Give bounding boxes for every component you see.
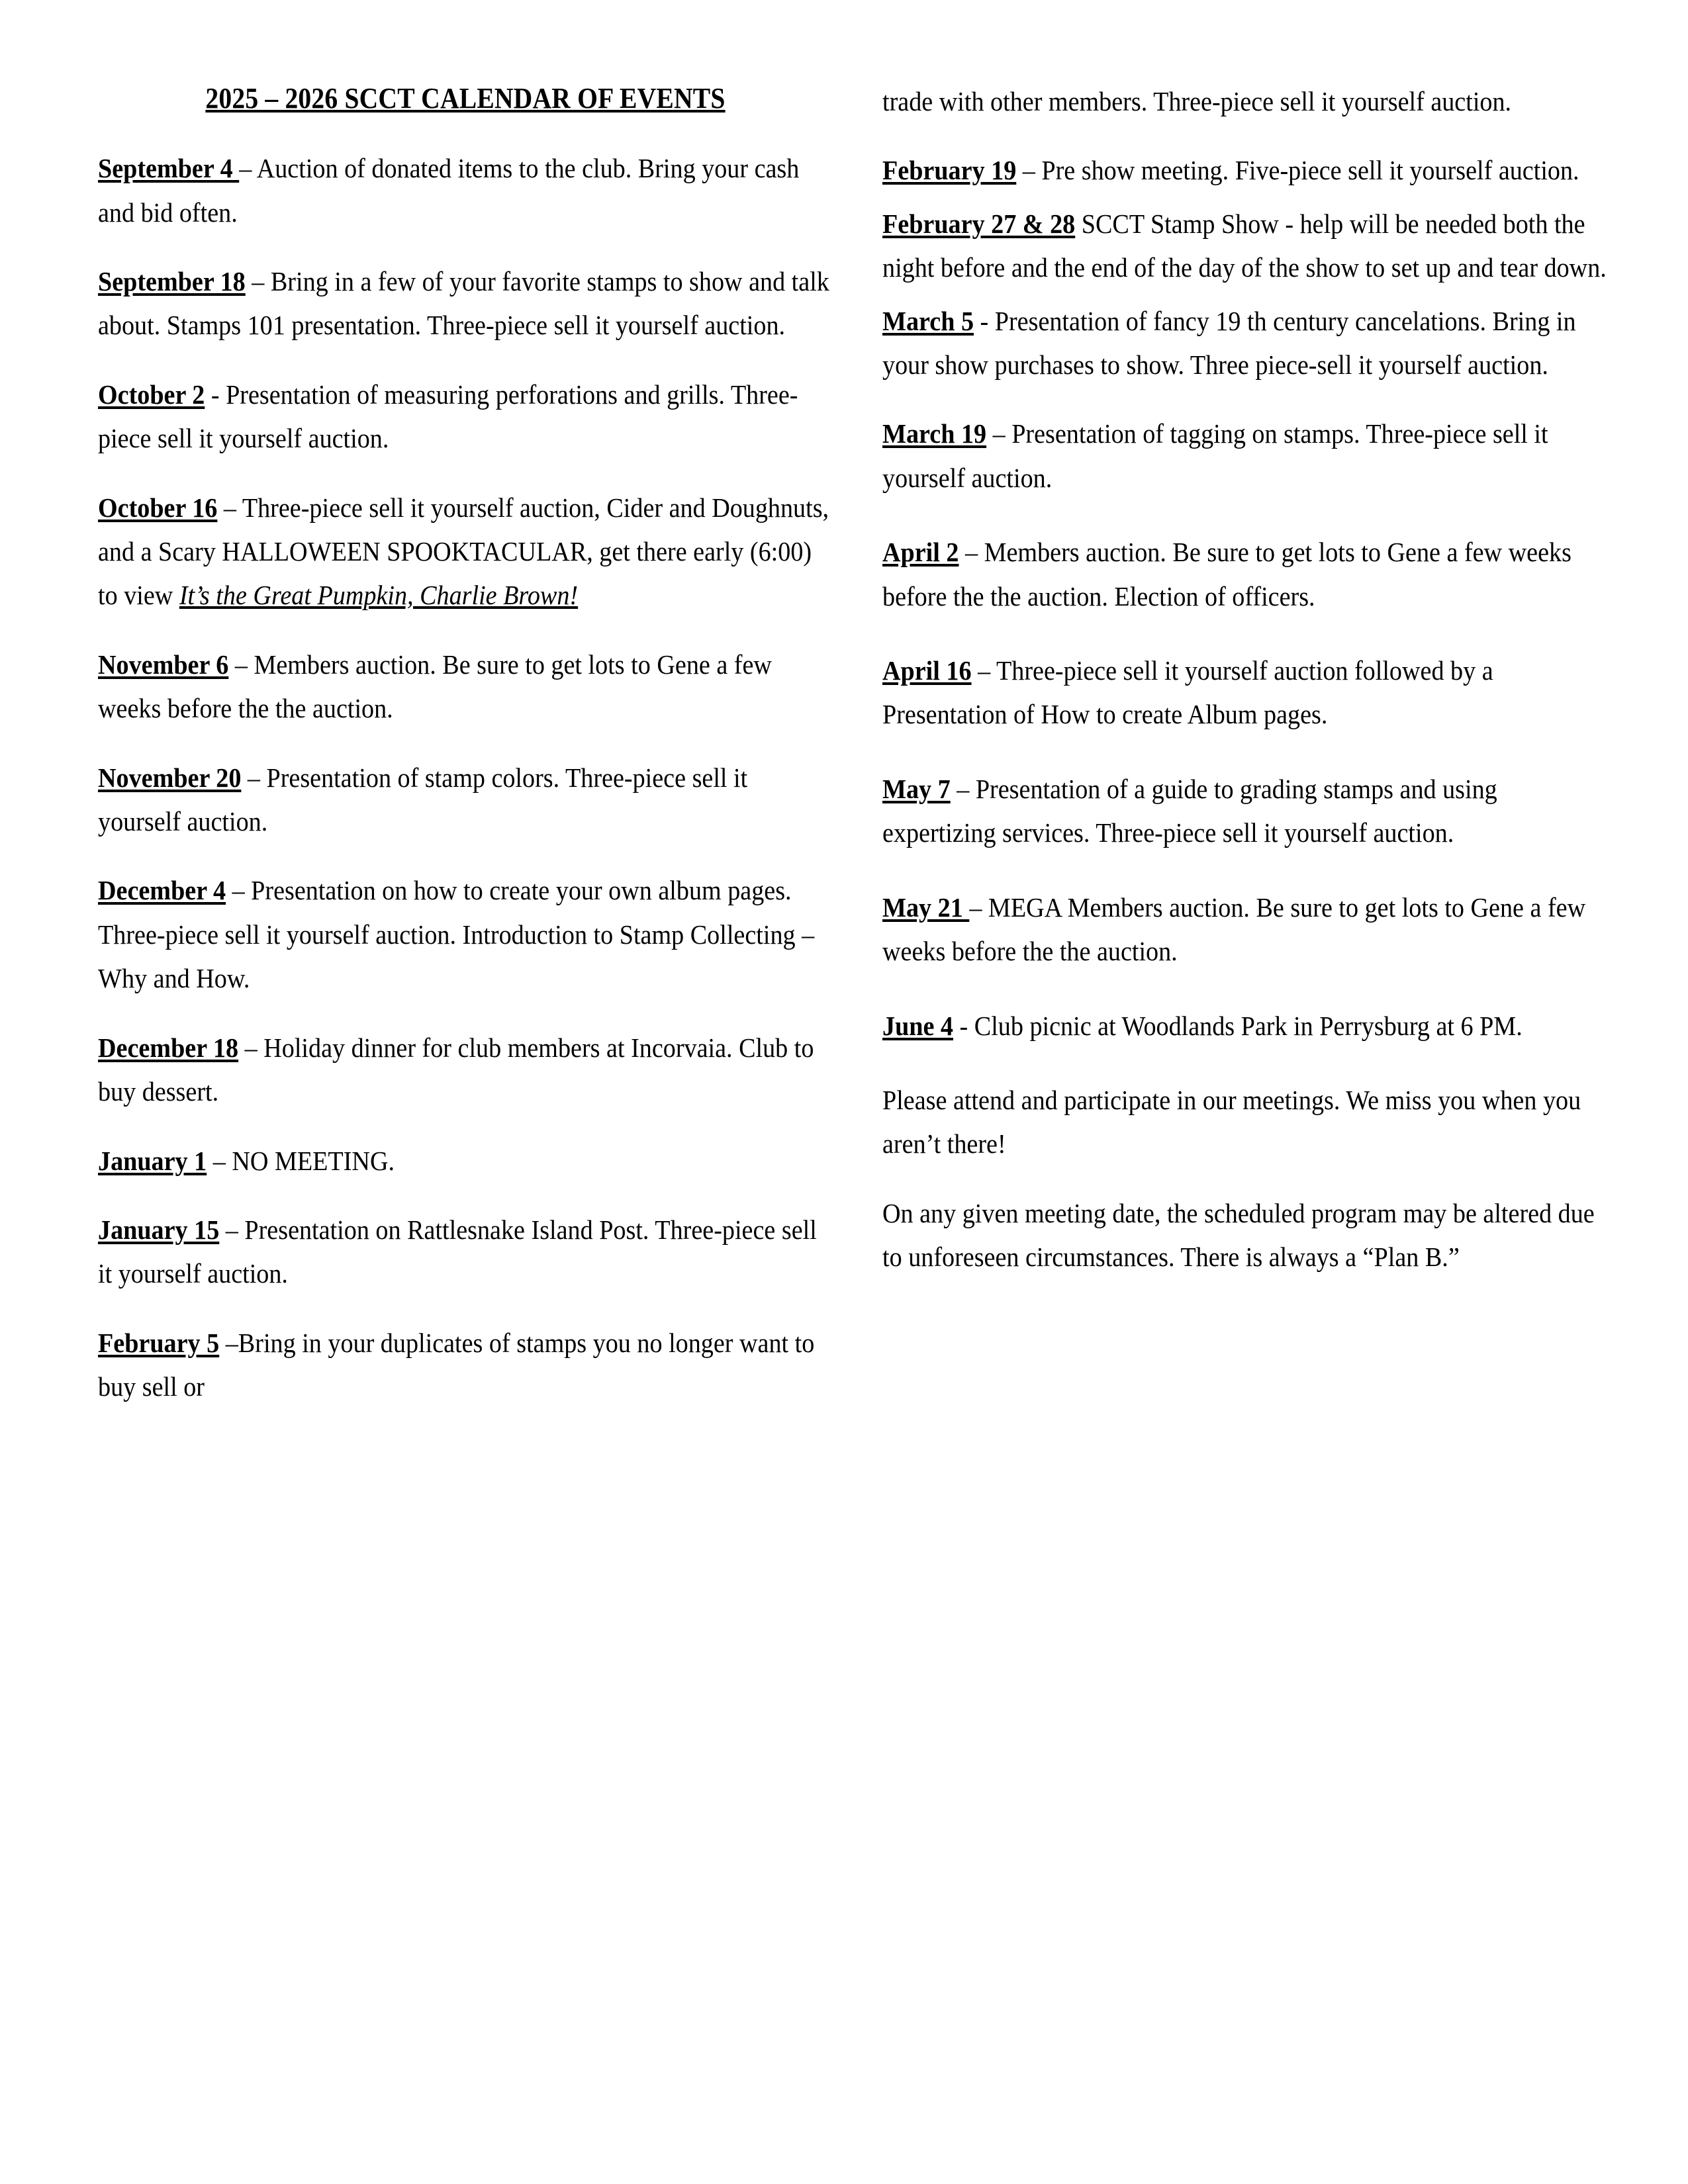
event-body-february-19: – Pre show meeting. Five-piece sell it yourself auction. bbox=[1016, 155, 1579, 186]
event-media-title-great-pumpkin: It’s the Great Pumpkin, Charlie Brown! bbox=[179, 580, 579, 611]
event-body-january-1: – NO MEETING. bbox=[207, 1145, 395, 1176]
event-date-march-5: March 5 bbox=[882, 305, 974, 336]
event-entry-december-4 bbox=[98, 868, 832, 1000]
event-date-january-1: January 1 bbox=[98, 1145, 207, 1176]
event-body-may-21: – MEGA Members auction. Be sure to get lots to Gene a few weeks before the the auction. bbox=[882, 891, 1586, 967]
event-body-march-19: – Presentation of tagging on stamps. Three-piece sell it yourself auction. bbox=[882, 418, 1548, 493]
right-column bbox=[882, 79, 1617, 1304]
closing-paragraph-attend: Please attend and participate in our meetings. We miss you when you aren’t there! bbox=[882, 1084, 1581, 1160]
event-entry-november-6 bbox=[98, 643, 832, 731]
event-body-march-5: - Presentation of fancy 19 th century cancelations. Bring in your show purchases to show. Three piece-sell it yourself auction. bbox=[882, 305, 1576, 381]
event-date-january-15: January 15 bbox=[98, 1214, 220, 1245]
event-body-december-18: – Holiday dinner for club members at Incorvaia. Club to buy dessert. bbox=[98, 1032, 814, 1107]
event-body-may-7: – Presentation of a guide to grading stamps and using expertizing services. Three-piece sell it yourself auction. bbox=[882, 773, 1497, 848]
left-column bbox=[98, 79, 833, 1434]
closing-paragraph-plan-b: On any given meeting date, the scheduled program may be altered due to unforeseen circumstances. There is always a “Plan B.” bbox=[882, 1197, 1595, 1273]
event-date-november-6: November 6 bbox=[98, 649, 229, 680]
event-entry-april-2 bbox=[882, 530, 1617, 618]
two-column-layout bbox=[98, 79, 1620, 1434]
event-body-january-15: – Presentation on Rattlesnake Island Post. Three-piece sell it yourself auction. bbox=[98, 1214, 817, 1289]
event-date-november-20: November 20 bbox=[98, 762, 242, 793]
event-body-february-5: –Bring in your duplicates of stamps you no longer want to buy sell or bbox=[98, 1327, 815, 1402]
event-date-april-2: April 2 bbox=[882, 537, 959, 568]
page-title: 2025 – 2026 SCCT CALENDAR OF EVENTS bbox=[205, 82, 726, 114]
event-entry-january-15 bbox=[98, 1208, 832, 1296]
event-date-december-4: December 4 bbox=[98, 875, 226, 906]
event-entry-march-19 bbox=[882, 412, 1617, 500]
event-date-may-7: May 7 bbox=[882, 773, 951, 804]
event-entry-september-18 bbox=[98, 259, 832, 347]
event-entry-september-4 bbox=[98, 146, 832, 234]
event-entry-june-4 bbox=[882, 1004, 1617, 1048]
event-entry-december-18 bbox=[98, 1026, 832, 1114]
event-body-october-16-before: – Three-piece sell it yourself auction, Cider and Doughnuts, and a Scary HALLOWEEN SPOOKTACULAR, get there early (6:00) to view bbox=[98, 492, 829, 611]
event-body-december-4: – Presentation on how to create your own album pages. Three-piece sell it yourself auction. Introduction to Stamp Collecting – Why and How. bbox=[98, 875, 815, 994]
event-entry-october-16 bbox=[98, 486, 832, 617]
event-entry-february-19 bbox=[882, 148, 1617, 192]
event-entry-april-16 bbox=[882, 649, 1617, 737]
event-date-may-21: May 21 bbox=[882, 891, 970, 923]
event-body-june-4: - Club picnic at Woodlands Park in Perrysburg at 6 PM. bbox=[953, 1010, 1523, 1041]
event-body-february-5-continuation: trade with other members. Three-piece sell it yourself auction. bbox=[882, 86, 1512, 116]
event-date-march-19: March 19 bbox=[882, 418, 987, 449]
event-entry-may-21 bbox=[882, 886, 1617, 974]
event-entry-february-27-28 bbox=[882, 202, 1617, 290]
event-date-october-16: October 16 bbox=[98, 492, 218, 523]
event-date-february-19: February 19 bbox=[882, 155, 1017, 186]
event-body-november-6: – Members auction. Be sure to get lots to Gene a few weeks before the the auction. bbox=[98, 649, 772, 724]
event-date-april-16: April 16 bbox=[882, 655, 972, 686]
event-body-april-16: – Three-piece sell it yourself auction followed by a Presentation of How to create Album pages. bbox=[882, 655, 1493, 730]
event-body-september-4: – Auction of donated items to the club. Bring your cash and bid often. bbox=[98, 153, 800, 228]
event-entry-january-1 bbox=[98, 1139, 832, 1183]
event-body-february-27-28: SCCT Stamp Show - help will be needed both the night before and the end of the day of the show to set up and tear down. bbox=[882, 208, 1607, 283]
event-body-september-18: – Bring in a few of your favorite stamps to show and talk about. Stamps 101 presentation. Three-piece sell it yourself auction. bbox=[98, 266, 829, 341]
event-date-september-18: September 18 bbox=[98, 266, 246, 296]
event-date-december-18: December 18 bbox=[98, 1032, 239, 1063]
event-entry-november-20 bbox=[98, 756, 832, 844]
event-date-february-5: February 5 bbox=[98, 1327, 220, 1358]
event-date-september-4: September 4 bbox=[98, 153, 240, 184]
event-entry-february-5 bbox=[98, 1321, 832, 1409]
event-body-october-2: - Presentation of measuring perforations and grills. Three-piece sell it yourself auction. bbox=[98, 379, 798, 454]
event-body-april-2: – Members auction. Be sure to get lots to Gene a few weeks before the the auction. Election of officers. bbox=[882, 537, 1571, 612]
event-body-november-20: – Presentation of stamp colors. Three-piece sell it yourself auction. bbox=[98, 762, 748, 837]
event-date-june-4: June 4 bbox=[882, 1010, 954, 1041]
event-entry-march-5 bbox=[882, 299, 1617, 387]
event-date-february-27-28: February 27 & 28 bbox=[882, 208, 1076, 239]
event-entry-may-7 bbox=[882, 767, 1617, 855]
event-date-october-2: October 2 bbox=[98, 379, 205, 410]
event-entry-october-2 bbox=[98, 373, 832, 461]
